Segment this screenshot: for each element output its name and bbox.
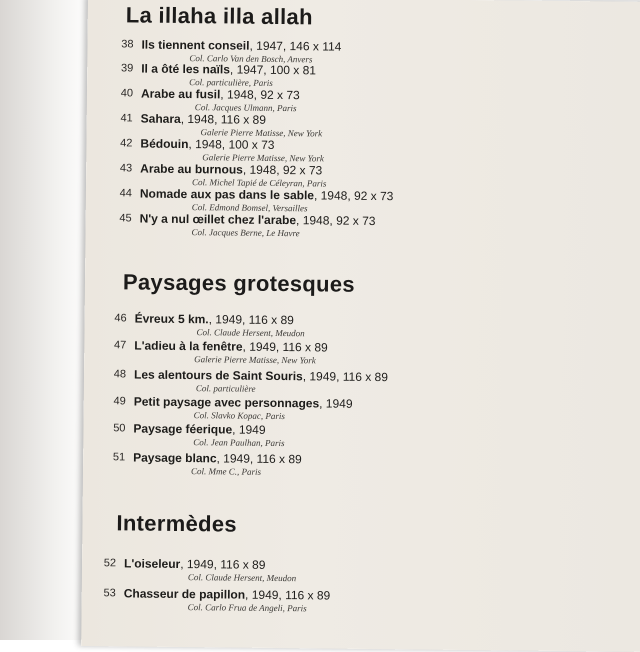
entry-details: , 1948, 92 x 73 bbox=[313, 188, 394, 204]
entry-number: 40 bbox=[120, 87, 134, 100]
entry-number: 42 bbox=[120, 137, 133, 150]
entry-details: , 1948, 100 x 73 bbox=[188, 137, 275, 152]
entry-collection: Galerie Pierre Matisse, New York bbox=[194, 354, 316, 366]
entry-details: , 1949, 116 x 89 bbox=[242, 339, 328, 355]
entry-collection: Col. particulière bbox=[195, 383, 256, 394]
entry-number: 38 bbox=[121, 38, 134, 51]
entry-title: Sahara bbox=[140, 111, 181, 126]
entry-collection: Galerie Pierre Matisse, New York bbox=[202, 152, 324, 164]
entry-details: , 1947, 146 x 114 bbox=[249, 38, 342, 54]
entry-number: 48 bbox=[113, 368, 127, 381]
entry-title: Évreux 5 km. bbox=[134, 311, 209, 327]
entry-details: , 1948, 92 x 73 bbox=[296, 213, 376, 229]
entry-title: L'adieu à la fenêtre bbox=[134, 338, 243, 354]
entry-details: , 1949, 116 x 89 bbox=[180, 556, 266, 572]
entry-number: 47 bbox=[114, 339, 127, 352]
entry-title: Paysage féerique bbox=[133, 421, 233, 437]
entry-collection: Col. Jacques Ulmann, Paris bbox=[194, 102, 297, 114]
entry-title: Ils tiennent conseil bbox=[141, 37, 250, 53]
entry-collection: Col. Jean Paulhan, Paris bbox=[193, 437, 285, 449]
book-gutter bbox=[0, 0, 92, 640]
entry-title: Les alentours de Saint Souris bbox=[133, 367, 303, 384]
entry-details: , 1949, 116 x 89 bbox=[245, 587, 331, 603]
entry-collection: Col. Slavko Kopac, Paris bbox=[193, 410, 285, 422]
entry-title: Paysage blanc bbox=[133, 450, 217, 466]
section-title: Intermèdes bbox=[116, 510, 237, 537]
entry-number: 46 bbox=[114, 312, 127, 325]
entry-details: , 1948, 92 x 73 bbox=[242, 162, 323, 178]
entry-details: , 1949 bbox=[319, 396, 353, 411]
entry-title: Chasseur de papillon bbox=[123, 586, 246, 602]
entry-title: Arabe au fusil bbox=[140, 86, 221, 102]
entry-title: Il a ôté les naïls bbox=[141, 61, 231, 77]
entry-collection: Col. Mme C., Paris bbox=[190, 466, 262, 477]
entry-details: , 1949 bbox=[232, 422, 266, 437]
entry-number: 43 bbox=[119, 162, 133, 175]
entry-collection: Col. Jacques Berne, Le Havre bbox=[191, 227, 300, 239]
entry-collection: Col. particulière, Paris bbox=[189, 77, 273, 88]
entry-title: Petit paysage avec personnages bbox=[133, 394, 320, 411]
entry-title: Arabe au burnous bbox=[140, 161, 243, 177]
entry-collection: Galerie Pierre Matisse, New York bbox=[200, 127, 323, 139]
entry-details: , 1949, 116 x 89 bbox=[302, 369, 389, 385]
entry-collection: Col. Edmond Bomsel, Versailles bbox=[191, 202, 308, 214]
entry-number: 39 bbox=[120, 62, 134, 75]
entry-title: Nomade aux pas dans le sable bbox=[139, 186, 315, 203]
entry-collection: Col. Carlo Van den Bosch, Anvers bbox=[189, 53, 313, 65]
entry-title: Bédouin bbox=[140, 136, 189, 152]
entry-number: 51 bbox=[112, 451, 126, 464]
entry-number: 44 bbox=[119, 187, 132, 200]
entry-collection: Col. Claude Hersent, Meudon bbox=[187, 572, 297, 584]
entry-number: 52 bbox=[103, 557, 117, 570]
entry-number: 49 bbox=[113, 395, 126, 408]
entry-details: , 1949, 116 x 89 bbox=[208, 312, 294, 328]
entry-collection: Col. Claude Hersent, Meudon bbox=[196, 327, 305, 339]
entry-title: L'oiseleur bbox=[123, 556, 181, 571]
entry-number: 50 bbox=[113, 422, 126, 435]
section-title: La illaha illa allah bbox=[125, 2, 313, 30]
entry-collection: Col. Carlo Frua de Angeli, Paris bbox=[187, 602, 307, 614]
entry-details: , 1948, 92 x 73 bbox=[220, 87, 300, 103]
entry-details: , 1948, 116 x 89 bbox=[180, 111, 267, 127]
entry-number: 41 bbox=[120, 112, 133, 125]
entry-title: N'y a nul œillet chez l'arabe bbox=[139, 211, 297, 228]
entry-details: , 1947, 100 x 81 bbox=[229, 62, 317, 78]
entry-number: 45 bbox=[119, 212, 132, 225]
catalog-page bbox=[81, 0, 640, 652]
entry-details: , 1949, 116 x 89 bbox=[216, 451, 302, 467]
entry-number: 53 bbox=[103, 587, 116, 600]
entry-collection: Col. Michel Tapié de Céleyran, Paris bbox=[192, 177, 327, 189]
section-title: Paysages grotesques bbox=[122, 269, 356, 297]
